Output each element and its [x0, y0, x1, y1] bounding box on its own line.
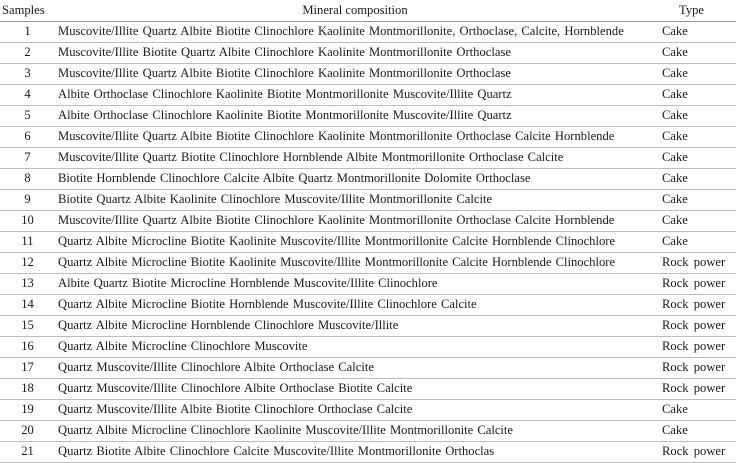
table-row — [0, 105, 736, 126]
mineral-composition-cell: Biotite Quartz Albite Kaolinite Clinochlore Muscovite/Illite Montmorillonite Calcite — [55, 189, 655, 210]
table-row — [0, 63, 736, 84]
sample-type-cell: Rock power — [655, 294, 736, 315]
table-row — [0, 273, 736, 294]
sample-type-cell: Rock power — [655, 273, 736, 294]
table-row — [0, 252, 736, 273]
mineral-composition-cell: Quartz Biotite Albite Clinochlore Calcite Muscovite/Illite Montmorillonite Orthoclas — [55, 441, 655, 462]
mineral-composition-cell: Muscovite/Illite Quartz Albite Biotite Clinochlore Kaolinite Montmorillonite Orthoclase — [55, 63, 655, 84]
table-row — [0, 336, 736, 357]
sample-type-cell: Cake — [655, 21, 736, 42]
mineral-composition-cell: Quartz Albite Microcline Biotite Hornblende Muscovite/Illite Clinochlore Calcite — [55, 294, 655, 315]
sample-number-cell: 7 — [0, 147, 55, 168]
mineral-composition-cell: Quartz Muscovite/Illite Clinochlore Albite Orthoclase Biotite Calcite — [55, 378, 655, 399]
mineral-composition-cell: Muscovite/Illite Quartz Biotite Clinochlore Hornblende Albite Montmorillonite Orthoclase Calcite — [55, 147, 655, 168]
sample-type-cell: Rock power — [655, 378, 736, 399]
table-row — [0, 147, 736, 168]
sample-type-cell: Rock power — [655, 252, 736, 273]
table-row — [0, 420, 736, 441]
sample-type-cell: Cake — [655, 126, 736, 147]
table-row — [0, 210, 736, 231]
sample-number-cell: 4 — [0, 84, 55, 105]
mineral-composition-cell: Albite Orthoclase Clinochlore Kaolinite Biotite Montmorillonite Muscovite/Illite Quartz — [55, 84, 655, 105]
mineral-composition-cell: Muscovite/Illite Quartz Albite Biotite Clinochlore Kaolinite Montmorillonite Orthoclase Calcite Hornblende — [55, 126, 655, 147]
mineral-composition-cell: Quartz Albite Microcline Clinochlore Kaolinite Muscovite/Illite Montmorillonite Calcite — [55, 420, 655, 441]
sample-type-cell: Cake — [655, 420, 736, 441]
mineral-composition-cell: Muscovite/Illite Biotite Quartz Albite Clinochlore Kaolinite Montmorillonite Orthoclase — [55, 42, 655, 63]
sample-type-cell: Cake — [655, 399, 736, 420]
mineral-composition-cell: Quartz Albite Microcline Hornblende Clinochlore Muscovite/Illite — [55, 315, 655, 336]
table-row — [0, 168, 736, 189]
table-row — [0, 315, 736, 336]
table-row — [0, 357, 736, 378]
sample-number-cell: 1 — [0, 21, 55, 42]
header-type: Type — [655, 0, 736, 21]
sample-type-cell: Cake — [655, 231, 736, 252]
mineral-composition-cell: Quartz Muscovite/Illite Albite Biotite Clinochlore Orthoclase Calcite — [55, 399, 655, 420]
mineral-composition-cell: Quartz Albite Microcline Clinochlore Muscovite — [55, 336, 655, 357]
mineral-composition-cell: Quartz Muscovite/Illite Clinochlore Albite Orthoclase Calcite — [55, 357, 655, 378]
table-row — [0, 42, 736, 63]
sample-number-cell: 8 — [0, 168, 55, 189]
table-header — [0, 0, 736, 21]
sample-number-cell: 20 — [0, 420, 55, 441]
sample-type-cell: Cake — [655, 42, 736, 63]
table-row — [0, 21, 736, 42]
header-mineral-composition: Mineral composition — [55, 0, 655, 21]
table-row — [0, 126, 736, 147]
sample-type-cell: Cake — [655, 189, 736, 210]
mineral-composition-cell: Quartz Albite Microcline Biotite Kaolinite Muscovite/Illite Montmorillonite Calcite Hornblende Clinochlore — [55, 231, 655, 252]
sample-type-cell: Rock power — [655, 357, 736, 378]
sample-number-cell: 18 — [0, 378, 55, 399]
sample-number-cell: 13 — [0, 273, 55, 294]
mineral-composition-cell: Albite Quartz Biotite Microcline Hornblende Muscovite/Illite Clinochlore — [55, 273, 655, 294]
sample-number-cell: 6 — [0, 126, 55, 147]
mineral-composition-cell: Albite Orthoclase Clinochlore Kaolinite Biotite Montmorillonite Muscovite/Illite Quartz — [55, 105, 655, 126]
table-row — [0, 189, 736, 210]
sample-number-cell: 19 — [0, 399, 55, 420]
sample-type-cell: Cake — [655, 210, 736, 231]
sample-number-cell: 16 — [0, 336, 55, 357]
sample-number-cell: 14 — [0, 294, 55, 315]
sample-type-cell: Cake — [655, 105, 736, 126]
sample-number-cell: 10 — [0, 210, 55, 231]
table-row — [0, 84, 736, 105]
sample-number-cell: 11 — [0, 231, 55, 252]
sample-type-cell: Rock power — [655, 441, 736, 462]
table-row — [0, 378, 736, 399]
table-row — [0, 441, 736, 462]
sample-type-cell: Cake — [655, 168, 736, 189]
header-samples: Samples — [0, 0, 55, 21]
sample-number-cell: 21 — [0, 441, 55, 462]
sample-type-cell: Cake — [655, 84, 736, 105]
sample-number-cell: 15 — [0, 315, 55, 336]
table-row — [0, 399, 736, 420]
sample-number-cell: 17 — [0, 357, 55, 378]
sample-number-cell: 2 — [0, 42, 55, 63]
mineral-composition-cell: Biotite Hornblende Clinochlore Calcite Albite Quartz Montmorillonite Dolomite Orthoclase — [55, 168, 655, 189]
table-row — [0, 294, 736, 315]
sample-type-cell: Cake — [655, 63, 736, 84]
sample-number-cell: 5 — [0, 105, 55, 126]
table-row — [0, 231, 736, 252]
sample-number-cell: 12 — [0, 252, 55, 273]
mineral-composition-cell: Muscovite/Illite Quartz Albite Biotite Clinochlore Kaolinite Montmorillonite, Orthoclase, Calcite, Hornblende — [55, 21, 655, 42]
header-row — [0, 0, 736, 21]
sample-type-cell: Rock power — [655, 315, 736, 336]
mineral-composition-cell: Quartz Albite Microcline Biotite Kaolinite Muscovite/Illite Montmorillonite Calcite Hornblende Clinochlore — [55, 252, 655, 273]
sample-type-cell: Rock power — [655, 336, 736, 357]
sample-type-cell: Cake — [655, 147, 736, 168]
table-body — [0, 21, 736, 462]
sample-number-cell: 9 — [0, 189, 55, 210]
mineral-composition-cell: Muscovite/Illite Quartz Albite Biotite Clinochlore Kaolinite Montmorillonite Orthoclase Calcite Hornblende — [55, 210, 655, 231]
sample-number-cell: 3 — [0, 63, 55, 84]
